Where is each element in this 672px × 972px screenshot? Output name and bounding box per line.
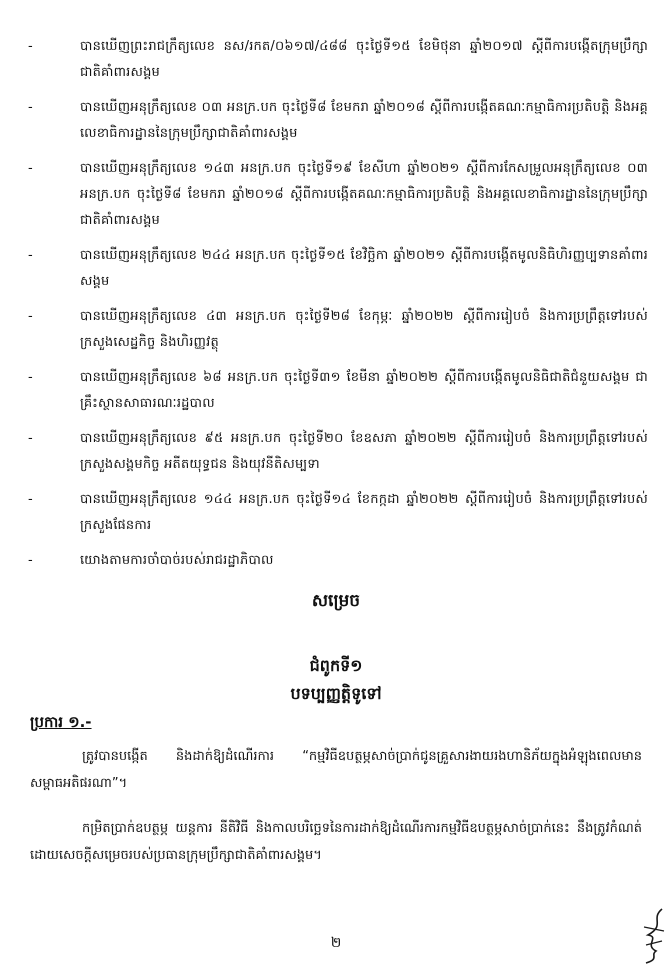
list-item [28, 548, 648, 574]
list-item [28, 156, 648, 234]
decision-heading: សម្រេច [311, 591, 361, 611]
bullet-dash: - [28, 248, 33, 263]
list-item [28, 34, 648, 86]
bullet-dash: - [28, 39, 33, 54]
list-item [28, 243, 648, 295]
article-paragraph: ត្រូវបានបង្កើត និងដាក់ឱ្យដំណើរការ “កម្មវិធីឧបត្ថម្ភសាច់ប្រាក់ជូនគ្រួសារងាយរងហានិភ័យក្នុងអំឡុងពេលមានសម្ពាធអតិផរណា”។ [30, 749, 642, 791]
list-item-text: បានឃើញអនុក្រឹត្យលេខ ០៣ អនក្រ.បក ចុះថ្ងៃទី៨ ខែមករា ឆ្នាំ២០១៨ ស្តីពីការបង្កើតគណៈកម្មាធិការប្រតិបត្តិ និងអគ្គលេខាធិការដ្ឋាននៃក្រុមប្រឹក្សាជាតិគាំពារសង្គម [80, 100, 648, 141]
list-item-text: យោងតាមការចាំបាច់របស់រាជរដ្ឋាភិបាល [80, 553, 274, 568]
bullet-dash: - [28, 309, 33, 324]
article-paragraph: កម្រិតប្រាក់ឧបត្ថម្ភ យន្តការ នីតិវិធី និងកាលបរិច្ឆេទនៃការដាក់ឱ្យដំណើរការកម្មវិធីឧបត្ថម្ភសាច់ប្រាក់នេះ នឹងត្រូវកំណត់ដោយសេចក្តីសម្រេចរបស់ប្រធានក្រុមប្រឹក្សាជាតិគាំពារសង្គម។ [30, 821, 642, 863]
bullet-dash: - [28, 100, 33, 115]
list-item-text: បានឃើញអនុក្រឹត្យលេខ ៩៥ អនក្រ.បក ចុះថ្ងៃទី២០ ខែឧសភា ឆ្នាំ២០២២ ស្តីពីការរៀបចំ និងការប្រព្រឹត្តទៅរបស់ក្រសួងសង្គមកិច្ច អតីតយុទ្ធជន និងយុវនីតិសម្បទា [80, 431, 648, 472]
list-item [28, 304, 648, 356]
list-item [28, 95, 648, 147]
list-item-text: បានឃើញអនុក្រឹត្យលេខ ២៤៤ អនក្រ.បក ចុះថ្ងៃទី១៥ ខែវិច្ឆិកា ឆ្នាំ២០២១ ស្តីពីការបង្កើតមូលនិធិហិរញ្ញប្បទានគាំពារសង្គម [80, 248, 648, 289]
bullet-dash: - [28, 492, 33, 507]
signature-mark [640, 905, 668, 965]
bullet-dash: - [28, 431, 33, 446]
bullet-dash: - [28, 553, 33, 568]
list-item [28, 487, 648, 539]
list-item [28, 365, 648, 417]
list-item-text: បានឃើញអនុក្រឹត្យលេខ ១៤៣ អនក្រ.បក ចុះថ្ងៃទី១៩ ខែសីហា ឆ្នាំ២០២១ ស្តីពីការកែសម្រួលអនុក្រឹត្យលេខ ០៣ អនក្រ.បក ចុះថ្ងៃទី៨ ខែមករា ឆ្នាំ២០១៨ ស្តីពីការបង្កើតគណៈកម្មាធិការប្រតិបត្តិ និងអគ្គលេខាធិការដ្ឋាននៃក្រុមប្រឹក្សាជាតិគាំពារសង្គម [80, 161, 648, 228]
preamble-list [28, 34, 648, 583]
list-item [28, 426, 648, 478]
chapter-title: បទប្បញ្ញត្តិទូទៅ [290, 684, 382, 703]
chapter-number: ជំពូកទី១ [309, 656, 363, 675]
list-item-text: បានឃើញអនុក្រឹត្យលេខ ៦៨ អនក្រ.បក ចុះថ្ងៃទី៣១ ខែមីនា ឆ្នាំ២០២២ ស្តីពីការបង្កើតមូលនិធិជាតិជំនួយសង្គម ជាគ្រឹះស្ថានសាធារណៈរដ្ឋបាល [80, 370, 648, 411]
list-item-text: បានឃើញអនុក្រឹត្យលេខ ៤៣ អនក្រ.បក ចុះថ្ងៃទី២៨ ខែកុម្ភៈ ឆ្នាំ២០២២ ស្តីពីការរៀបចំ និងការប្រព្រឹត្តទៅរបស់ក្រសួងសេដ្ឋកិច្ច និងហិរញ្ញវត្ថុ [80, 309, 648, 350]
page-number: ២ [330, 935, 342, 951]
list-item-text: បានឃើញព្រះរាជក្រឹត្យលេខ នស/រកត/០៦១៧/៤៨៨ ចុះថ្ងៃទី១៥ ខែមិថុនា ឆ្នាំ២០១៧ ស្តីពីការបង្កើតក្រុមប្រឹក្សាជាតិគាំពារសង្គម [80, 39, 648, 80]
bullet-dash: - [28, 161, 33, 176]
bullet-dash: - [28, 370, 33, 385]
list-item-text: បានឃើញអនុក្រឹត្យលេខ ១៤៤ អនក្រ.បក ចុះថ្ងៃទី១៤ ខែកក្កដា ឆ្នាំ២០២២ ស្តីពីការរៀបចំ និងការប្រព្រឹត្តទៅរបស់ក្រសួងផែនការ [80, 492, 648, 533]
article-heading: ប្រការ ១.- [30, 713, 92, 731]
